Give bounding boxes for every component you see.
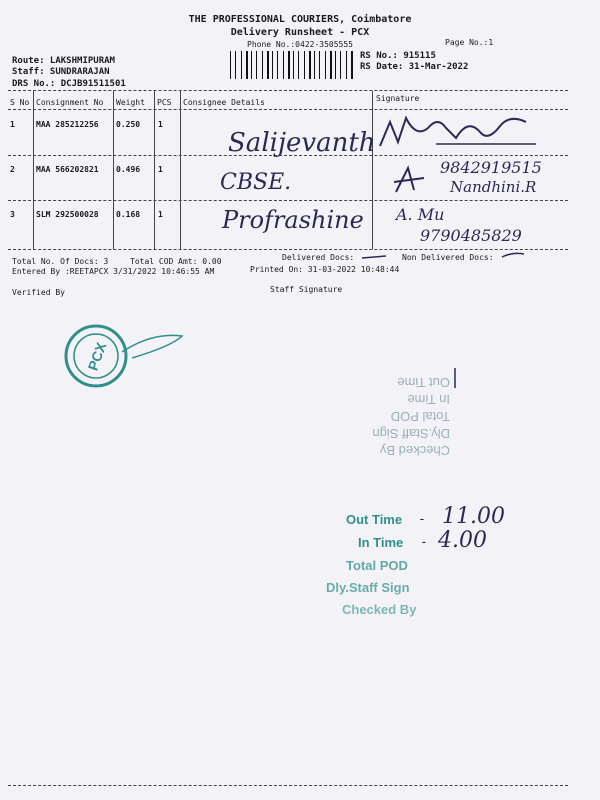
table-top-rule [8,90,568,91]
row-1-sno: 1 [10,120,15,129]
col-header-pcs: PCS [157,98,172,107]
in-time-dash: - [420,535,428,550]
route: Route: LAKSHMIPURAM [12,56,115,66]
row-3-signature-handwriting: A. Mu [396,205,445,224]
row-1-consignee-handwriting: Salijevanth [228,128,376,158]
company-name: THE PROFESSIONAL COURIERS, Coimbatore [188,14,412,25]
mirror-line: Dly.Staff Sign [372,426,450,441]
company-seal [62,322,202,392]
non-delivered-docs: Non Delivered Docs: [402,253,494,262]
row-1-consignment: MAA 285212256 [36,120,99,129]
drs-number: DRS No.: DCJB91511501 [12,79,126,89]
mirror-line: Checked By [379,443,450,458]
mirror-line: Out Time [397,375,450,390]
mirrored-stamp [300,374,450,459]
row-2-signature-scribble [390,162,430,198]
col-header-consignment: Consignment No [36,98,104,107]
dly-staff-sign-label: Dly.Staff Sign [326,580,410,595]
seal-text: PCX [84,340,110,373]
row-1-signature-scribble [376,108,546,154]
row-3-weight: 0.168 [116,210,141,219]
verified-by: Verified By [12,288,65,297]
row-2-pcs: 1 [158,165,163,174]
row-2-consignee-handwriting: CBSE. [220,170,292,195]
col-header-weight: Weight [116,98,145,107]
mirror-tick-mark [450,366,460,390]
total-cod: Total COD Amt: 0.00 [130,257,222,266]
page-bottom-rule [8,785,568,786]
row-3-consignee-handwriting: Profrashine [222,206,364,234]
row-2-consignment: MAA 566202821 [36,165,99,174]
rs-date: RS Date: 31-Mar-2022 [360,62,469,72]
phone-number: Phone No.:0422-3505555 [247,40,353,49]
non-delivered-dash-mark [500,250,528,260]
printed-on: Printed On: 31-03-2022 10:48:44 [250,265,400,274]
sheet-title: Delivery Runsheet - PCX [230,27,370,38]
col-header-consignee: Consignee Details [183,98,265,107]
row-2-sno: 2 [10,165,15,174]
col-header-sno: S No [10,98,30,107]
column-divider [372,91,373,249]
column-divider [33,91,34,249]
staff: Staff: SUNDRARAJAN [12,67,110,77]
mirror-line: Total POD [390,409,450,424]
table-bottom-rule [8,249,568,250]
delivered-docs: Delivered Docs: [282,253,355,262]
column-divider [113,91,114,249]
rs-number: RS No.: 915115 [360,51,436,61]
row-2-signer-handwriting: Nandhini.R [450,178,537,196]
in-time-label: In Time [358,535,404,550]
column-divider [180,91,181,249]
checked-by-label: Checked By [342,602,417,617]
row-2-phone-handwriting: 9842919515 [440,158,542,177]
row-3-sno: 3 [10,210,15,219]
in-time-value: 4.00 [438,528,487,553]
row-3-pcs: 1 [158,210,163,219]
row-1-pcs: 1 [158,120,163,129]
out-time-label: Out Time [346,512,403,527]
row-rule [8,200,568,201]
col-header-signature: Signature [376,94,420,103]
page-number: Page No.:1 [445,38,494,47]
delivered-dash-mark [360,252,390,262]
row-1-weight: 0.250 [116,120,141,129]
row-3-consignment: SLM 292500028 [36,210,99,219]
out-time-dash: - [418,512,426,527]
out-time-value: 11.00 [442,504,505,529]
staff-signature-label: Staff Signature [270,285,343,294]
column-divider [154,91,155,249]
total-pod-label: Total POD [346,558,408,573]
total-docs: Total No. Of Docs: 3 [12,257,109,266]
barcode [228,51,360,79]
entered-by: Entered By :REETAPCX 3/31/2022 10:46:55 AM [12,267,215,276]
mirror-line: In Time [407,392,450,407]
row-2-weight: 0.496 [116,165,141,174]
row-3-phone-handwriting: 9790485829 [420,226,522,245]
